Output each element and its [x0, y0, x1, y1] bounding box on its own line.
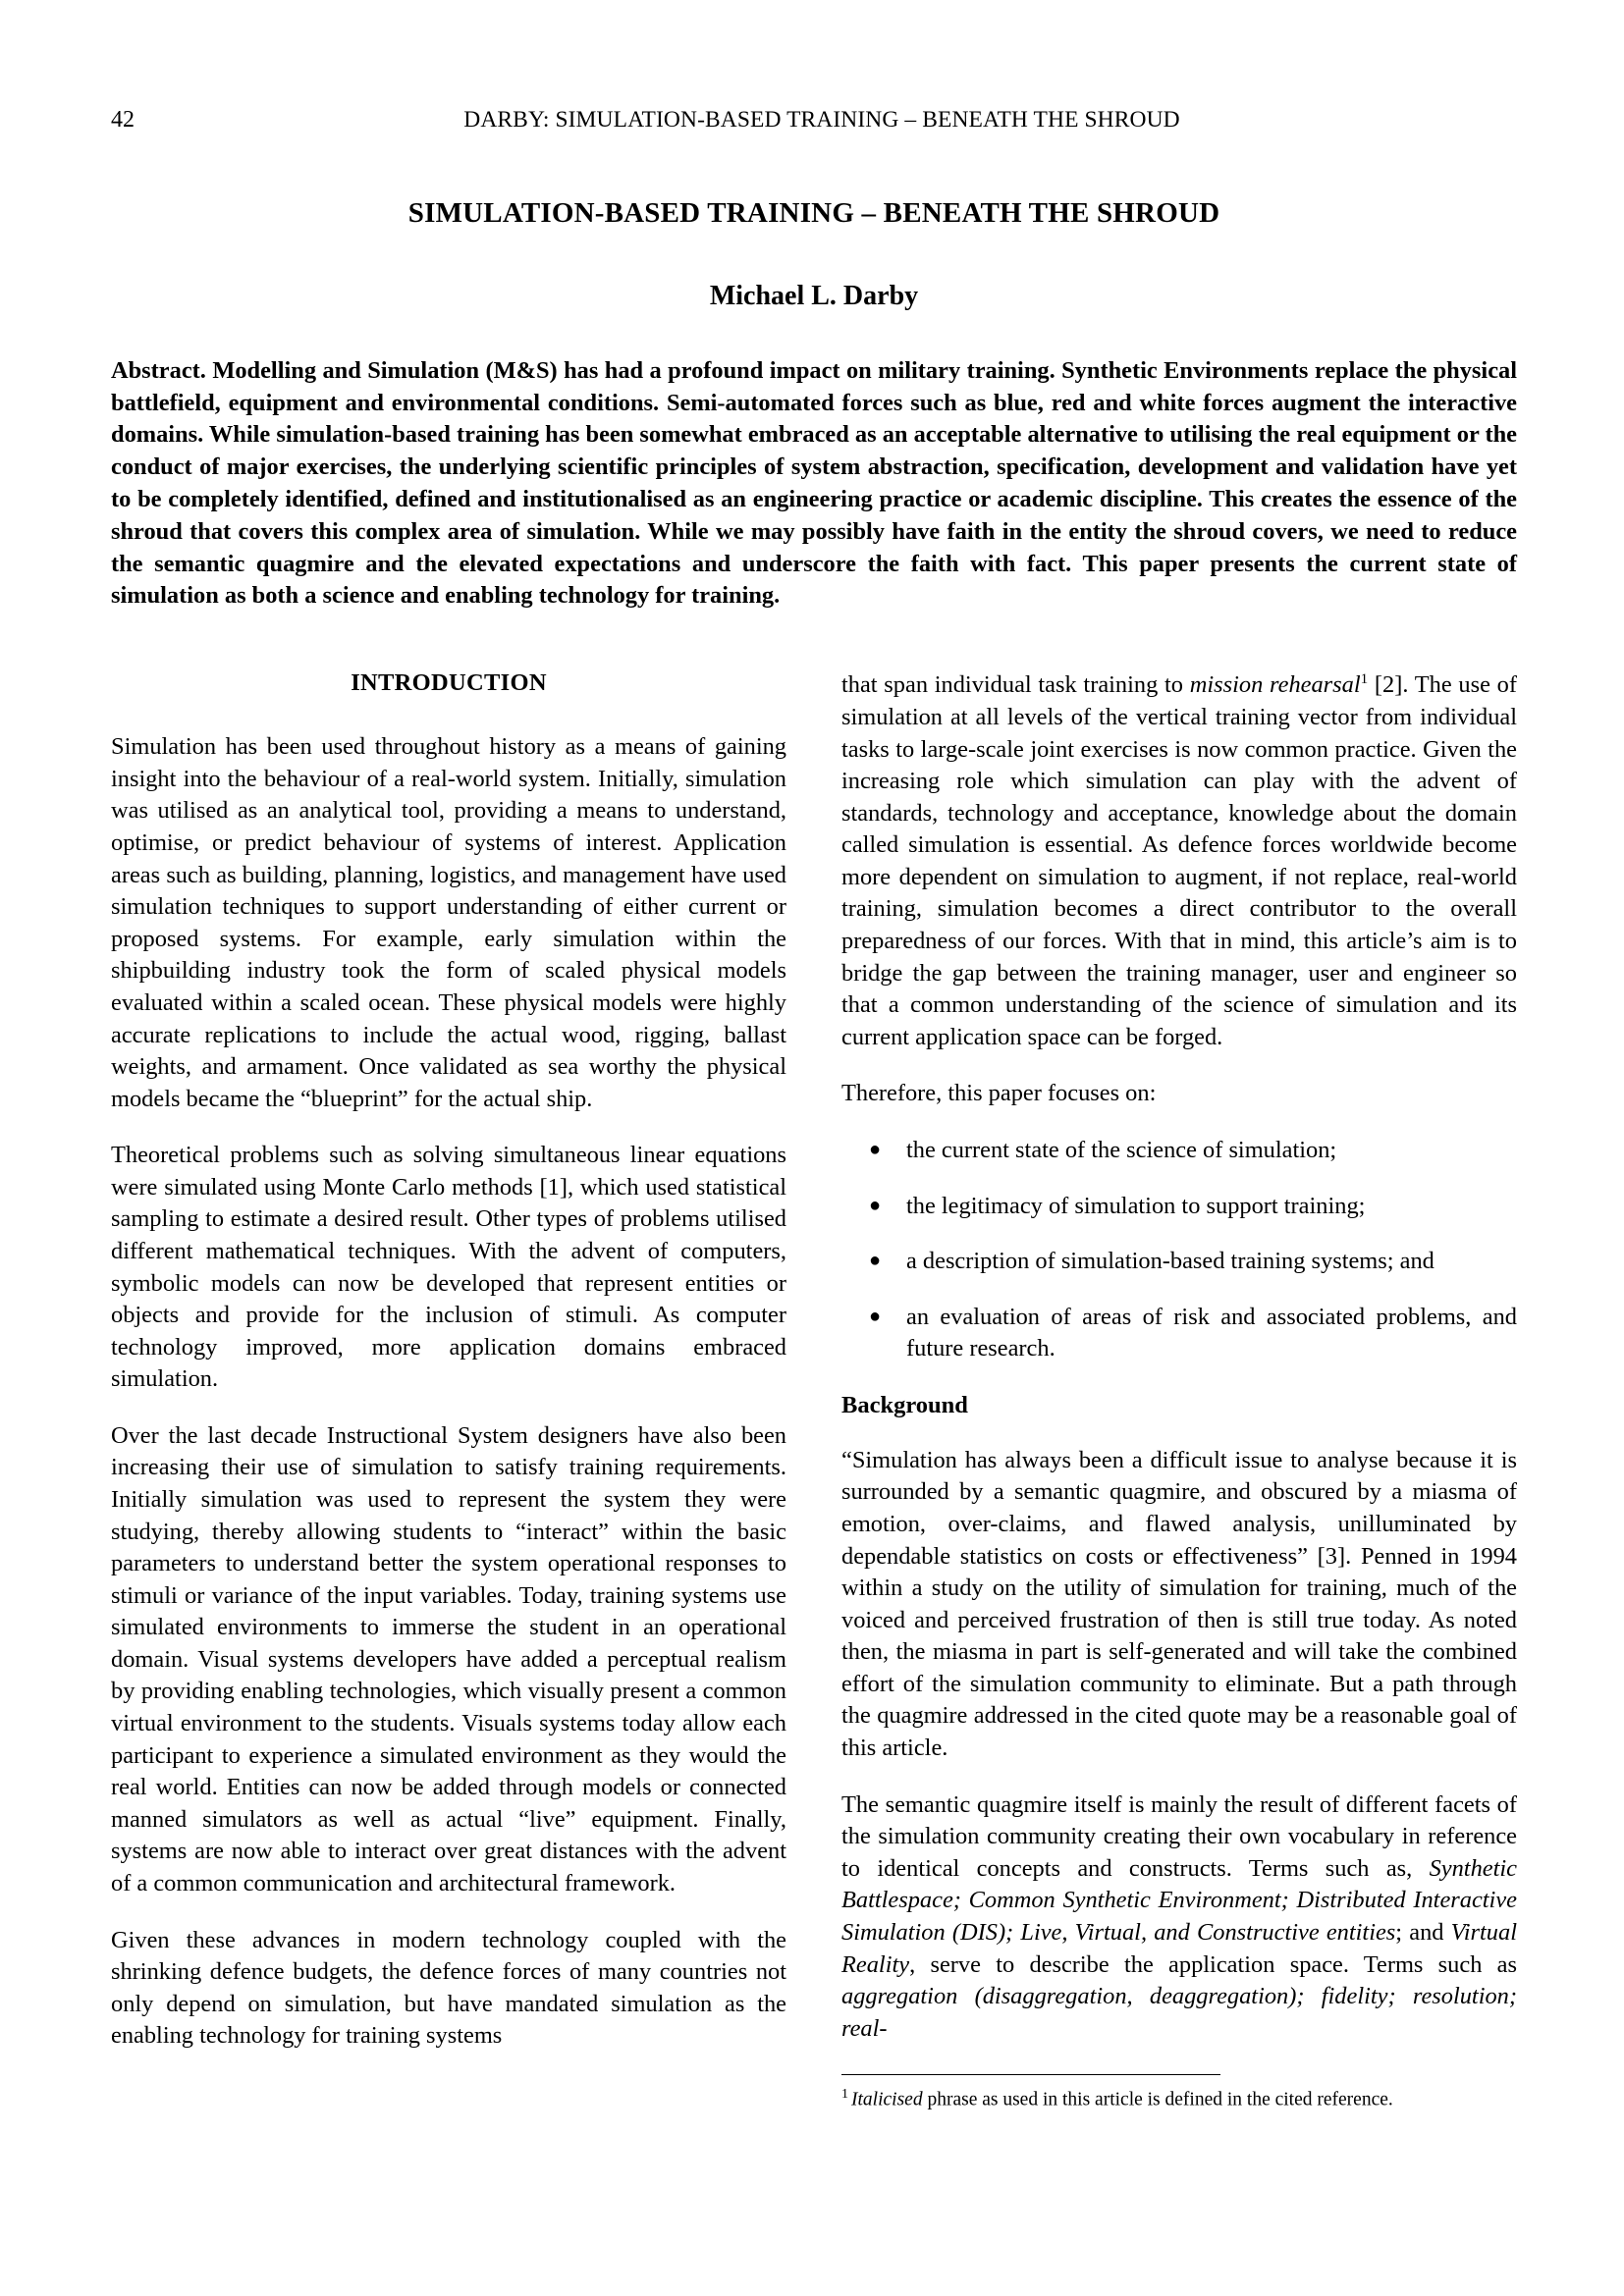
body-columns — [111, 669, 1517, 2112]
paragraph-text-part: [2]. The use of simulation at all levels of the vertical training vector from individual tasks to large-scale joint exercises is now common practice. Given the increasing role which simulation can play with the advent of standards, technology and acceptance, knowledge about the domain called simulation is essential. As defence forces worldwide become more dependent on simulation to augment, if not replace, real-world training, simulation becomes a direct contributor to the overall preparedness of our forces. With that in mind, this article’s aim is to bridge the gap between the training manager, user and engineer so that a common understanding of the science of simulation and its current application space can be forged. — [841, 671, 1517, 1050]
left-column — [111, 669, 786, 2053]
footnote-area — [841, 2074, 1517, 2112]
footnote-separator-rule — [841, 2074, 1220, 2075]
list-item — [841, 1191, 1517, 1223]
focus-bullet-list — [841, 1135, 1517, 1365]
list-item-label: a description of simulation-based training systems; and — [906, 1248, 1435, 1275]
italic-terms-group-2: aggregation (disaggregation, deaggregation); fidelity; resolution; real- — [841, 1983, 1517, 2042]
running-head-title: DARBY: SIMULATION-BASED TRAINING – BENEATH THE SHROUD — [463, 107, 1180, 133]
footnote — [841, 2086, 1517, 2112]
footnote-marker: 1 — [841, 2087, 848, 2103]
bullet-list-lead-in: Therefore, this paper focuses on: — [841, 1080, 1157, 1107]
list-item-label: an evaluation of areas of risk and associated problems, and future research. — [906, 1303, 1517, 1362]
paragraph-text-part: The semantic quagmire itself is mainly the result of different facets of the simulation community creating their own vocabulary in reference to identical concepts and constructs. Terms such as, — [841, 1790, 1517, 1882]
paragraph-continuation — [841, 669, 1517, 1053]
paragraph-text-part: , serve to describe the application space. Terms such as — [909, 1950, 1517, 1978]
footnote-text: phrase as used in this article is defined in the cited reference. — [922, 2089, 1393, 2110]
page-title: SIMULATION-BASED TRAINING – BENEATH THE SHROUD — [407, 196, 1220, 229]
list-item-label: the current state of the science of simulation; — [906, 1136, 1337, 1163]
page-number: 42 — [111, 107, 135, 133]
bullet-dot-icon: ● — [869, 1250, 882, 1272]
bullet-dot-icon: ● — [869, 1194, 882, 1216]
paragraph-text-part: ; and — [1395, 1918, 1451, 1946]
section-heading-introduction: INTRODUCTION — [351, 669, 547, 697]
paragraph: Theoretical problems such as solving simultaneous linear equations were simulated using Monte Carlo methods [1], which used statistical sampling to estimate a desired result. Other types of problems utilised different mathematical techniques. With the advent of computers, symbolic models can now be developed that represent entities or objects and provide for the inclusion of stimuli. As computer technology improved, more application domains embraced simulation. — [111, 1142, 786, 1393]
running-head — [111, 106, 1517, 134]
author-name: Michael L. Darby — [709, 280, 919, 311]
list-item — [841, 1246, 1517, 1278]
paragraph: “Simulation has always been a difficult issue to analyse because it is surrounded by a semantic quagmire, and obscured by a miasma of emotion, over-claims, and flawed analysis, unilluminated by dependable statistics on costs or effectiveness” [3]. Penned in 1994 within a study on the utility of simulation for training, much of the voiced and perceived frustration of then is still true today. As noted then, the miasma in part is self-generated and will take the combined effort of the simulation community to eliminate. But a path through the quagmire addressed in the cited quote may be a reasonable goal of this article. — [841, 1446, 1517, 1762]
abstract-text: Modelling and Simulation (M&S) has had a profound impact on military training. Synthetic Environments replace the physical battlefield, equipment and environmental conditions. Semi-automated forces such as blue, red and white forces augment the interactive domains. While simulation-based training has been somewhat embraced as an acceptable alternative to utilising the real equipment or the conduct of major exercises, the underlying scientific principles of system abstraction, specification, development and validation have yet to be completely identified, defined and institutionalised as an engineering practice or academic discipline. This creates the essence of the shroud that covers this complex area of simulation. While we may possibly have faith in the entity the shroud covers, we need to reduce the semantic quagmire and the elevated expectations and underscore the faith with fact. This paper presents the current state of simulation as both a science and enabling technology for training. — [111, 356, 1517, 610]
footnote-italic-word: Italicised — [851, 2089, 923, 2110]
paragraph: Given these advances in modern technology coupled with the shrinking defence budgets, the defence forces of many countries not only depend on simulation, but have mandated simulation as the enabling technology for training systems — [111, 1926, 786, 2050]
italic-terms-group-1: Synthetic Battlespace; Common Synthetic Environment; Distributed Interactive Simulation (DIS); Live, Virtual, and Constructive entities — [841, 1854, 1517, 1946]
bullet-dot-icon: ● — [869, 1138, 882, 1160]
paragraph-text-part: that span individual task training to — [841, 671, 1190, 699]
section-heading-background: Background — [841, 1391, 968, 1418]
right-column — [841, 669, 1517, 2112]
footnote-reference: 1 — [1360, 671, 1369, 688]
abstract — [111, 355, 1517, 614]
abstract-label: Abstract. — [111, 356, 206, 384]
page-content — [111, 106, 1517, 2112]
paragraph: Simulation has been used throughout history as a means of gaining insight into the behaviour of a real-world system. Initially, simulation was utilised as an analytical tool, providing a means to understand, optimise, or predict behaviour of systems of interest. Application areas such as building, planning, logistics, and management have used simulation techniques to support understanding of either current or proposed systems. For example, early simulation within the shipbuilding industry took the form of scaled physical models evaluated within a scaled ocean. These physical models were highly accurate replications to include the actual wood, rigging, ballast weights, and armament. Once validated as sea worthy the physical models became the “blueprint” for the actual ship. — [111, 733, 786, 1112]
paragraph — [841, 1789, 1517, 2046]
list-item-label: the legitimacy of simulation to support training; — [906, 1192, 1366, 1219]
bullet-dot-icon: ● — [869, 1305, 882, 1327]
paragraph: Over the last decade Instructional System designers have also been increasing their use of simulation to satisfy training requirements. Initially simulation was used to represent the system they were studying, thereby allowing students to “interact” within the basic parameters to understand better the system operational responses to stimuli or variance of the input variables. Today, training systems use simulated environments to immerse the student in an operational domain. Visual systems developers have added a perceptual realism by providing enabling technologies, which visually present a common virtual environment to the students. Visuals systems today allow each participant to experience a simulated environment as they would the real world. Entities can now be added through models or connected manned simulators as well as actual “live” equipment. Finally, systems are now able to interact over great distances with the advent of a common communication and architectural framework. — [111, 1421, 786, 1896]
italic-term-mission-rehearsal: mission rehearsal — [1189, 671, 1361, 699]
italic-term-virtual-reality: Virtual Reality — [841, 1918, 1517, 1978]
list-item — [841, 1302, 1517, 1365]
list-item — [841, 1135, 1517, 1167]
